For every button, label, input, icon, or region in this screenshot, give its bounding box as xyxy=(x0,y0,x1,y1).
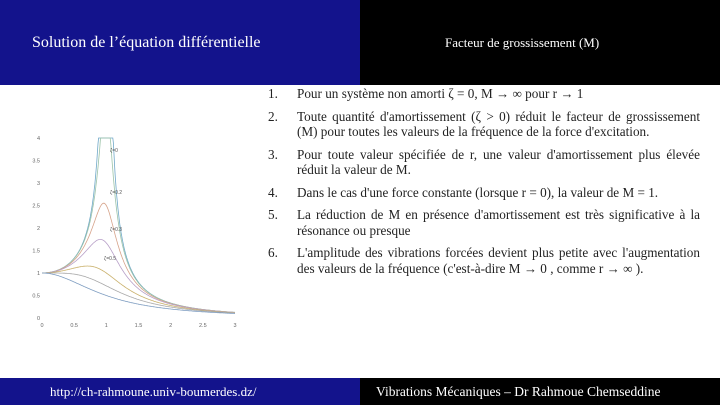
observation-number: 1. xyxy=(268,86,278,101)
y-tick-label: 2.5 xyxy=(32,203,40,210)
observation-item xyxy=(268,245,700,276)
footer-url-text[interactable]: http://ch-rahmoune.univ-boumerdes.dz/ xyxy=(50,383,257,399)
x-tick-label: 2.5 xyxy=(199,323,207,329)
curve-damping-label: ζ=0.5 xyxy=(104,256,117,262)
observation-item xyxy=(268,86,700,102)
footer-course xyxy=(360,378,720,405)
y-tick-label: 3.5 xyxy=(32,158,40,165)
magnification-curve xyxy=(42,273,235,314)
observation-text: Dans le cas d'une force constante (lorsque r = 0), la valeur de M = 1. xyxy=(297,184,659,200)
observation-text: L'amplitude des vibrations forcées devient plus petite avec l'augmentation des valeurs de la fréquence (c'est-à-dire M → 0 , comme r → ∞ ). xyxy=(297,245,700,276)
magnification-curve xyxy=(42,266,235,313)
x-tick-label: 1.5 xyxy=(134,323,143,329)
footer-course-text: Vibrations Mécaniques – Dr Rahmoue Chemseddine xyxy=(376,383,661,399)
y-tick-label: 0.5 xyxy=(32,293,40,300)
observation-item xyxy=(268,147,700,178)
magnification-curve xyxy=(42,239,235,312)
observations-list xyxy=(268,86,700,283)
curve-damping-label: ζ=0.3 xyxy=(110,227,123,233)
observation-text: Toute quantité d'amortissement (ζ > 0) réduit le facteur de grossissement (M) pour toutes les valeurs de la fréquence de la force d'excitation. xyxy=(297,108,700,139)
observation-item xyxy=(268,207,700,238)
section-title-text: Facteur de grossissement (M) xyxy=(445,34,600,50)
x-tick-label: 0.5 xyxy=(70,323,78,329)
observation-text: La réduction de M en présence d'amortissement est très significative à la résonance ou presque xyxy=(297,207,700,238)
x-tick-label: 1 xyxy=(104,323,108,329)
curve-damping-label: ζ=0 xyxy=(110,148,118,154)
magnification-factor-figure xyxy=(30,128,255,343)
slide-title xyxy=(0,0,360,85)
y-tick-label: 4 xyxy=(36,136,40,142)
section-title xyxy=(360,0,720,85)
magnification-curve xyxy=(42,203,235,312)
observation-number: 4. xyxy=(268,184,278,200)
footer-url xyxy=(0,378,360,405)
magnification-curve xyxy=(42,138,235,312)
observation-item xyxy=(268,109,700,140)
observation-number: 5. xyxy=(268,207,278,222)
observation-item xyxy=(268,185,700,201)
magnification-curve xyxy=(42,273,235,313)
magnification-curve xyxy=(42,138,235,312)
observation-number: 2. xyxy=(268,108,278,124)
magnification-chart xyxy=(30,128,255,343)
y-tick-label: 3 xyxy=(36,181,40,187)
y-tick-label: 1.5 xyxy=(32,248,40,255)
curve-damping-label: ζ=0.2 xyxy=(110,190,123,196)
y-tick-label: 2 xyxy=(36,226,40,232)
observation-text: Pour un système non amorti ζ = 0, M → ∞ pour r → 1 xyxy=(297,86,584,101)
y-tick-label: 1 xyxy=(36,271,40,277)
observation-text: Pour toute valeur spécifiée de r, une valeur d'amortissement plus élevée réduit la valeur de M. xyxy=(297,146,700,177)
observation-number: 3. xyxy=(268,146,278,162)
x-tick-label: 3 xyxy=(233,323,237,329)
y-tick-label: 0 xyxy=(36,316,40,322)
x-tick-label: 2 xyxy=(169,323,173,329)
observation-number: 6. xyxy=(268,245,278,260)
slide-title-text: Solution de l’équation différentielle xyxy=(32,33,261,51)
x-tick-label: 0 xyxy=(40,323,44,329)
